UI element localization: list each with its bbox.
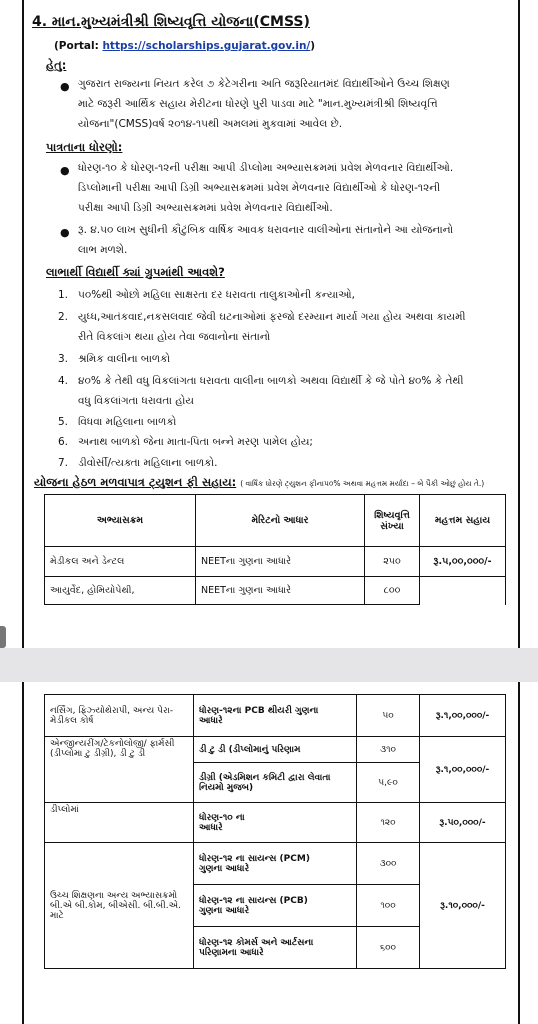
group-line: અનાથ બાળકો જેના માતા-પિતા બન્ને મરણ પામેલ હોય;	[78, 436, 313, 448]
page-gap	[0, 648, 538, 682]
page-border-right	[518, 682, 520, 1024]
group-item	[78, 371, 498, 411]
basis-line: ગુણના આધારે	[199, 905, 250, 916]
group-line: ડીવોર્સી/ત્યક્તા મહિલાના બાળકો.	[78, 457, 218, 469]
cell-count: ૧૦૦	[357, 885, 420, 927]
scheme-title: 4. માન.મુખ્યમંત્રીશ્રી શિષ્યવૃત્તિ યોજના(CMSS)	[32, 14, 310, 30]
cell-basis	[194, 843, 357, 885]
group-item	[78, 285, 498, 305]
list-number: 3.	[58, 353, 69, 365]
cell-basis	[194, 885, 357, 927]
course-line: માટે	[50, 910, 64, 921]
basis-line: ધોરણ-૧૨ કોમર્સ અને આર્ટસના	[199, 937, 314, 948]
group-line: ૫૦%થી ઓછો મહિલા સાક્ષરતા દર ધરાવતા તાલુકાઓની કન્યાઓ,	[78, 289, 355, 301]
aid-table-part-1	[44, 494, 506, 605]
tuition-heading	[34, 475, 484, 490]
cell-count: ૩૧૦	[357, 737, 420, 763]
portal-label: (Portal:	[54, 40, 103, 52]
table-row	[45, 737, 506, 763]
course-line: મેડીકલ કોર્ષ	[50, 715, 94, 726]
eligibility-line: પરીક્ષા આપી ડિગ્રી અભ્યાસક્રમમાં પ્રવેશ મેળવનાર વિદ્યાર્થીઓ.	[78, 202, 333, 214]
page-border-right	[518, 0, 520, 648]
eligibility-line: લાભ મળશે.	[78, 244, 128, 256]
eligibility-heading: પાત્રતાના ધોરણો:	[46, 140, 123, 154]
list-number: 4.	[58, 375, 69, 387]
cell-count: ૬૦૦	[357, 927, 420, 969]
page-border-left	[22, 682, 24, 1024]
purpose-heading: હેતુ:	[46, 58, 67, 72]
basis-line: ધોરણ-૧૨ના PCB થીયરી ગુણના	[199, 705, 319, 716]
cell-course: આયુર્વેદ, હોમિયોપેથી,	[45, 577, 196, 605]
col-max-header: મહત્તમ સહાય	[420, 495, 506, 547]
basis-line: ધોરણ-૧૨ ના સાયન્સ (PCM)	[199, 853, 310, 864]
cell-course: મેડીકલ અને ડેન્ટલ	[45, 547, 196, 577]
table-row	[45, 843, 506, 885]
list-number: 5.	[58, 416, 69, 428]
page-border-left	[22, 0, 24, 648]
aid-table-part-2	[44, 694, 506, 969]
bullet-icon: ●	[60, 164, 70, 177]
basis-line: પરિણામના આધારે	[199, 947, 264, 958]
basis-line: આધારે	[199, 822, 223, 833]
group-item	[78, 349, 498, 369]
eligibility-line: ધોરણ-૧૦ કે ધોરણ-૧૨ની પરીક્ષા આપી ડીપ્લોમા અભ્યાસક્રમમાં પ્રવેશ મેળવનાર વિદ્યાર્થીઓ.	[78, 162, 454, 174]
cell-count: ૫,૯૦	[357, 763, 420, 803]
cell-max: રૂ.૧,૦૦,૦૦૦/-	[420, 737, 506, 803]
portal-line	[54, 40, 315, 52]
portal-link[interactable]: https://scholarships.gujarat.gov.in/	[102, 40, 311, 52]
count-header-line: શિષ્યવૃત્તિ	[374, 509, 410, 521]
tuition-note: ( વાર્ષિક ધોરણે ટ્યુશન ફીના૫૦% અથવા મહત્તમ મર્યાદા – બે પૈકી ઓછું હોય તે.)	[240, 479, 485, 488]
list-number: 6.	[58, 436, 69, 448]
cell-basis	[194, 695, 357, 737]
purpose-paragraph	[78, 74, 498, 134]
group-item	[78, 307, 498, 347]
cell-course	[45, 843, 194, 969]
group-item	[78, 432, 498, 452]
course-line: એન્જીન્યરીંગ/ટેકનોલોજી/ ફાર્મસી	[50, 739, 175, 749]
basis-line: આધારે	[199, 715, 223, 726]
basis-line: ધોરણ-૧૨ ના સાયન્સ (PCB)	[199, 895, 308, 906]
cell-basis: NEETના ગુણના આધારે	[196, 577, 365, 605]
purpose-line: યોજના"(CMSS)વર્ષ ૨૦૧૪-૧૫થી અમલમાં મુકવામાં આવેલ છે.	[78, 118, 343, 130]
table-row	[45, 803, 506, 843]
course-line: ઉચ્ચ શિક્ષણના અન્ય અભ્યાસક્રમો	[50, 890, 178, 901]
col-count-header	[365, 495, 420, 547]
table-row	[45, 695, 506, 737]
cell-basis: ડી ટુ ડી (ડીપ્લોમાનું પરિણામ	[194, 737, 357, 763]
group-line: રીતે વિકલાંગ થયા હોય તેવા જવાનોના સંતાનો	[78, 331, 271, 343]
cell-max: રૂ.૧૦,૦૦૦/-	[420, 843, 506, 969]
group-line: યુધ્ધ,આતંકવાદ,નકસલવાદ જેવી ઘટનાઓમાં ફરજો દરમ્યાન માર્યા ગયા હોય અથવા કાયમી	[78, 311, 466, 323]
purpose-line: માટે જરૂરી આર્થિક સહાય મેરીટના ધોરણે પુરી પાડવા માટે "માન.મુખ્યમંત્રીશ્રી શિષ્યવૃત્તિ	[78, 98, 438, 110]
cell-course: ડીપ્લોમાં	[45, 803, 194, 843]
table-row	[45, 577, 506, 605]
table-header-row	[45, 495, 506, 547]
eligibility-item-1	[78, 158, 498, 218]
document-page-2	[0, 682, 538, 1024]
group-line: વધુ વિકલાંગતા ધરાવતા હોય	[78, 395, 194, 407]
eligibility-item-2	[78, 220, 498, 260]
table-row	[45, 547, 506, 577]
purpose-line: ગુજરાત રાજ્યના નિયત કરેલ ૭ કેટેગરીના અતિ જરૂરિયાતમંદ વિદ્યાર્થીઓને ઉચ્ચ શિક્ષણ	[78, 78, 450, 90]
tuition-heading-text: યોજના હેઠળ મળવાપાત્ર ટ્યુશન ફી સહાય:	[34, 475, 237, 489]
group-item	[78, 412, 498, 432]
list-number: 7.	[58, 457, 69, 469]
eligibility-line: ડિપ્લોમાની પરીક્ષા આપી ડિગ્રી અભ્યાસક્રમમાં પ્રવેશ મેળવનાર વિદ્યાર્થીઓ કે ધોરણ-૧૨ની	[78, 182, 441, 194]
portal-close: )	[310, 40, 316, 52]
cell-course	[45, 695, 194, 737]
groups-heading: લાભાર્થી વિદ્યાર્થી ક્યાં ગ્રુપમાંથી આવશે?	[46, 265, 225, 279]
cell-max: રૂ.૧,૦૦,૦૦૦/-	[420, 695, 506, 737]
group-line: ૪૦% કે તેથી વધુ વિકલાંગતા ધરાવતા વાલીના બાળકો અથવા વિદ્યાર્થી કે જે પોતે ૪૦% કે તેથી	[78, 375, 464, 387]
col-course-header: અભ્યાસક્રમ	[45, 495, 196, 547]
count-header-line: સંખ્યા	[380, 520, 404, 532]
cell-count: ૮૦૦	[365, 577, 420, 605]
list-number: 1.	[58, 289, 69, 301]
course-line: નર્સિંગ, ફિઝ્યોથેરાપી, અન્ય પેરા-	[50, 705, 174, 716]
cell-basis	[194, 763, 357, 803]
group-line: વિધવા મહિલાના બાળકો	[78, 416, 177, 428]
bullet-icon: ●	[60, 226, 70, 239]
cell-max: રૂ.૫૦,૦૦૦/-	[420, 803, 506, 843]
eligibility-line: રૂ. ૪.૫૦ લાખ સુધીની કૌટુંબિક વાર્ષિક આવક ધરાવનાર વાલીઓના સંતાનોને આ યોજનાનો	[78, 224, 454, 236]
scroll-indicator[interactable]	[0, 626, 6, 648]
cell-count: ૫૦	[357, 695, 420, 737]
cell-basis: NEETના ગુણના આધારે	[196, 547, 365, 577]
cell-basis	[194, 803, 357, 843]
basis-line: નિયમો મુજબ)	[199, 782, 254, 793]
course-line: (ડીપ્લોમા ટુ ડીગ્રી), ડી ટુ ડી	[50, 749, 146, 759]
col-basis-header: મેરિટનો આધાર	[196, 495, 365, 547]
cell-basis	[194, 927, 357, 969]
cell-max: રૂ.૫,૦૦,૦૦૦/-	[420, 547, 506, 577]
cell-max	[420, 577, 506, 605]
basis-line: ગુણના આધારે	[199, 863, 250, 874]
group-item	[78, 453, 498, 473]
cell-count: ૩૦૦	[357, 843, 420, 885]
cell-count: ૨૫૦	[365, 547, 420, 577]
course-line: બી.એ બી.કોમ, બીએસી. બી.બી.એ.	[50, 900, 181, 911]
group-line: શ્રમિક વાલીના બાળકો	[78, 353, 171, 365]
cell-count: ૧૨૦	[357, 803, 420, 843]
basis-line: ધોરણ-૧૦ ના	[199, 812, 245, 823]
cell-course	[45, 737, 194, 803]
bullet-icon: ●	[60, 80, 70, 93]
basis-line: ડીગ્રી (એડમિશન કમિટી દ્વારા લેવાતા	[199, 772, 331, 783]
list-number: 2.	[58, 311, 69, 323]
